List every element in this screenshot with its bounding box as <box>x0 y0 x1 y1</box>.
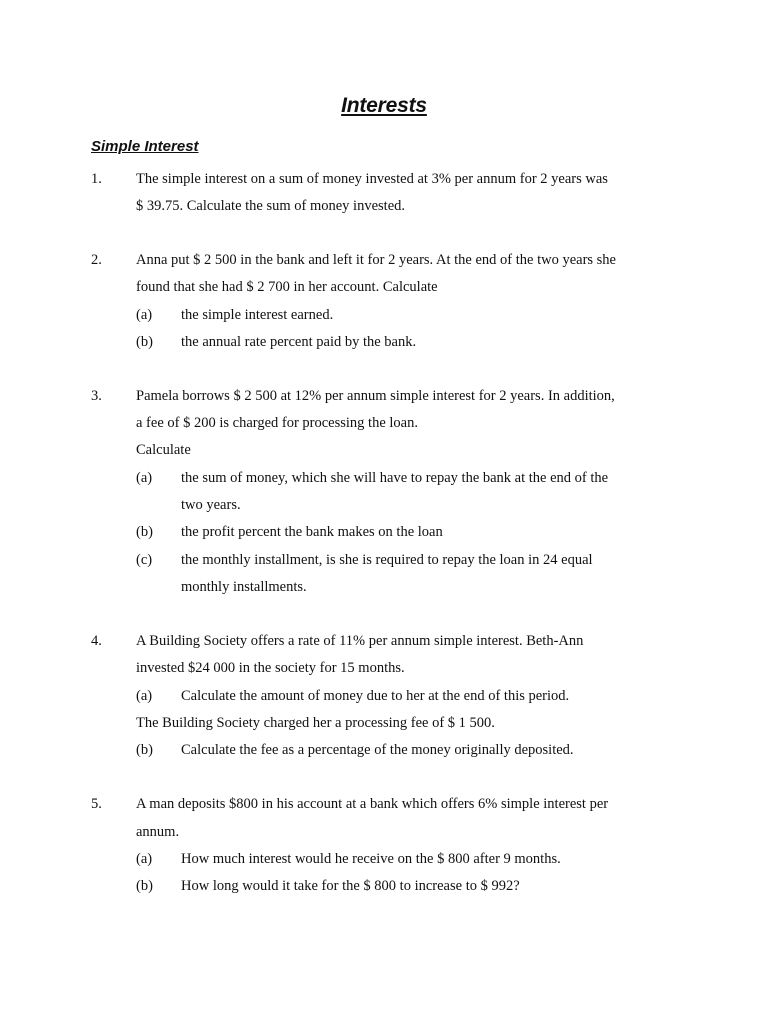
page-title: Interests <box>341 94 427 117</box>
question-5-part-a-text: How much interest would he receive on the $ 800 after 9 months. <box>181 851 561 867</box>
question-3-line-2: a fee of $ 200 is charged for processing the loan. <box>136 415 418 431</box>
question-2-part-b-label: (b) <box>136 334 153 350</box>
question-1-line-2: $ 39.75. Calculate the sum of money invested. <box>136 198 406 214</box>
question-2-line-1: Anna put $ 2 500 in the bank and left it for 2 years. At the end of the two years she <box>136 252 616 268</box>
question-5-part-a-label: (a) <box>136 851 153 867</box>
question-4-line-2: invested $24 000 in the society for 15 months. <box>136 660 405 676</box>
question-4-line-1: A Building Society offers a rate of 11% per annum simple interest. Beth-Ann <box>136 633 584 649</box>
question-4-number: 4. <box>91 633 102 649</box>
question-3-part-b-label: (b) <box>136 524 153 540</box>
question-3-part-c-continuation: monthly installments. <box>181 579 307 595</box>
question-1-line-1: The simple interest on a sum of money invested at 3% per annum for 2 years was <box>136 171 608 187</box>
question-2-number: 2. <box>91 252 102 268</box>
question-2-part-a-text: the simple interest earned. <box>181 307 334 323</box>
question-2-part-a-label: (a) <box>136 307 153 323</box>
question-4-middle-line: The Building Society charged her a processing fee of $ 1 500. <box>136 715 495 731</box>
question-5-part-b-label: (b) <box>136 878 153 894</box>
question-1-number: 1. <box>91 171 102 187</box>
question-3-part-c-text: the monthly installment, is she is required to repay the loan in 24 equal <box>181 552 593 568</box>
question-4-part-b-label: (b) <box>136 742 153 758</box>
question-5-line-2: annum. <box>136 824 180 840</box>
question-3-part-a-label: (a) <box>136 470 153 486</box>
question-2-line-2: found that she had $ 2 700 in her account. Calculate <box>136 279 438 295</box>
question-5-number: 5. <box>91 796 102 812</box>
question-3-line-3: Calculate <box>136 442 191 458</box>
question-3-part-b-text: the profit percent the bank makes on the loan <box>181 524 443 540</box>
question-2-part-b-text: the annual rate percent paid by the bank. <box>181 334 417 350</box>
question-3-part-a-continuation: two years. <box>181 497 241 513</box>
question-3-number: 3. <box>91 388 102 404</box>
question-3-line-1: Pamela borrows $ 2 500 at 12% per annum simple interest for 2 years. In addition, <box>136 388 615 404</box>
section-title: Simple Interest <box>91 138 199 155</box>
question-5-part-b-text: How long would it take for the $ 800 to increase to $ 992? <box>181 878 520 894</box>
question-3-part-a-text: the sum of money, which she will have to repay the bank at the end of the <box>181 470 609 486</box>
question-4-part-a-label: (a) <box>136 688 153 704</box>
question-4-part-a-text: Calculate the amount of money due to her at the end of this period. <box>181 688 570 704</box>
question-5-line-1: A man deposits $800 in his account at a bank which offers 6% simple interest per <box>136 796 609 812</box>
question-4-part-b-text: Calculate the fee as a percentage of the money originally deposited. <box>181 742 574 758</box>
question-3-part-c-label: (c) <box>136 552 153 568</box>
